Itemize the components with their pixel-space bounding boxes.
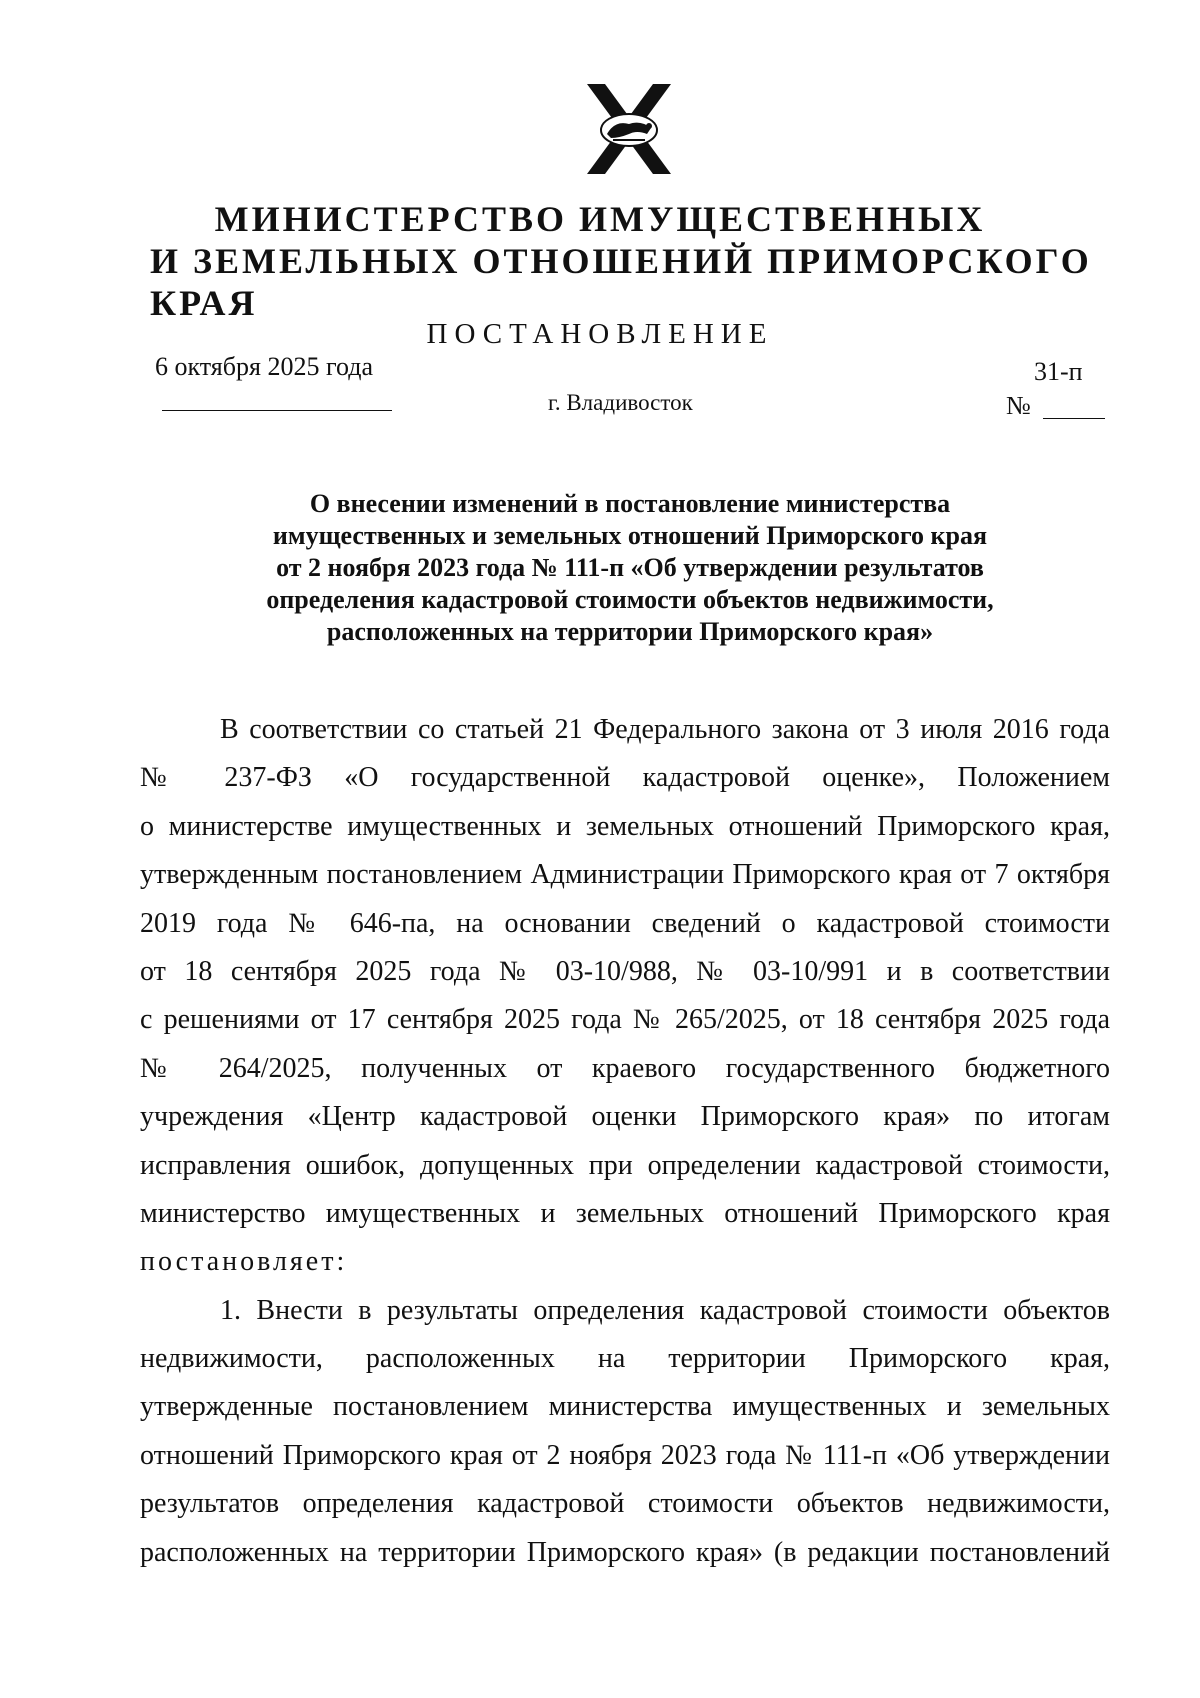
date-underline [162,410,392,411]
document-date: 6 октября 2025 года [155,352,373,381]
body-line: исправления ошибок, допущенных при определении кадастровой стоимости, [140,1149,1110,1181]
heading-line: расположенных на территории Приморского края» [326,617,934,646]
body-line: утвержденные постановлением министерства имущественных и земельных [140,1391,1110,1423]
body-line: о министерстве имущественных и земельных отношений Приморского края, [140,810,1110,842]
heading-line: от 2 ноября 2023 года № 111-п «Об утверждении результатов [276,553,984,582]
body-line: с решениями от 17 сентября 2025 года № 265/2025, от 18 сентября 2025 года [140,1004,1110,1036]
body-line: учреждения «Центр кадастровой оценки Приморского края» по итогам [140,1101,1110,1133]
body-line-decree: постановляет: [140,1246,348,1278]
body-line: № 264/2025, полученных от краевого государственного бюджетного [140,1052,1110,1084]
ministry-title-line-2: И ЗЕМЕЛЬНЫХ ОТНОШЕНИЙ ПРИМОРСКОГО КРАЯ [150,241,1092,323]
body-line: № 237-ФЗ «О государственной кадастровой оценке», Положением [140,762,1110,794]
number-sign: № [1006,391,1031,420]
body-line: утвержденным постановлением Администрации Приморского края от 7 октября [140,859,1110,891]
number-underline [1043,418,1105,419]
heading-line: О внесении изменений в постановление министерства [309,489,951,518]
document-city: г. Владивосток [548,390,693,415]
body-line-item-1: 1. Внести в результаты определения кадастровой стоимости объектов [220,1294,1110,1326]
body-line: 2019 года № 646-па, на основании сведений о кадастровой стоимости [140,907,1110,939]
body-line: расположенных на территории Приморского края» (в редакции постановлений [140,1536,1110,1568]
body-line: недвижимости, расположенных на территории Приморского края, [140,1343,1110,1375]
body-line: министерство имущественных и земельных отношений Приморского края [140,1197,1110,1229]
body-line: результатов определения кадастровой стоимости объектов недвижимости, [140,1488,1110,1520]
body-line: отношений Приморского края от 2 ноября 2023 года № 111-п «Об утверждении [140,1439,1110,1471]
coat-of-arms-emblem [583,82,675,178]
document-heading [150,488,1110,648]
document-number: 31-п [1034,357,1083,386]
body-line: от 18 сентября 2025 года № 03-10/988, № 03-10/991 и в соответствии [140,955,1110,987]
document-type: ПОСТАНОВЛЕНИЕ [426,318,774,350]
body-line: В соответствии со статьей 21 Федерального закона от 3 июля 2016 года [220,714,1110,745]
document-body [140,706,1110,1577]
ministry-title-line-1: МИНИСТЕРСТВО ИМУЩЕСТВЕННЫХ [214,199,986,239]
heading-line: имущественных и земельных отношений Приморского края [272,521,988,550]
heading-line: определения кадастровой стоимости объектов недвижимости, [266,585,994,614]
